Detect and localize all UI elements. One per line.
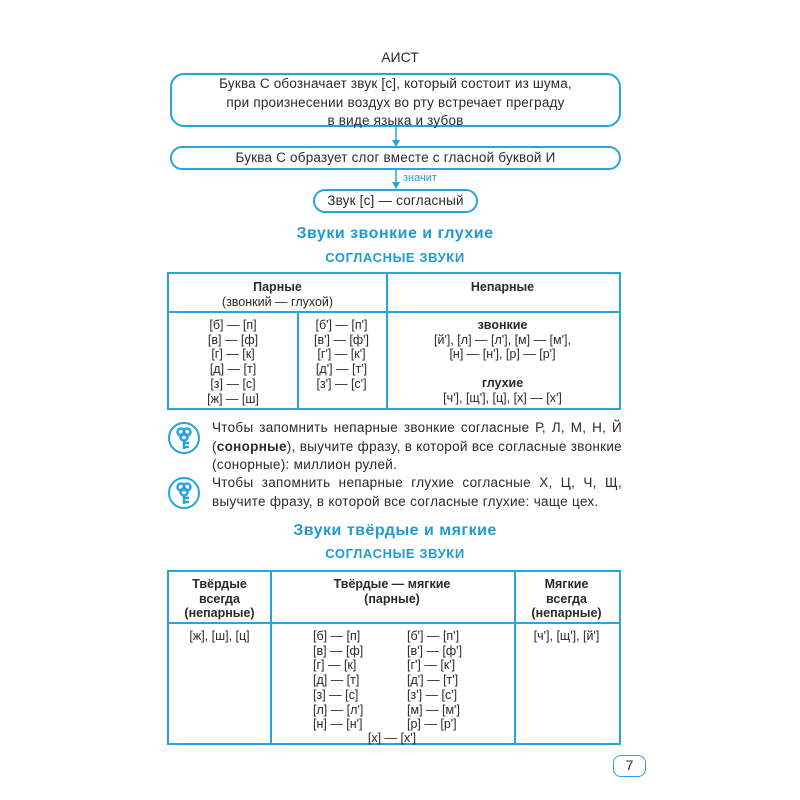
paired-soft-list: [б'] — [п'] [в'] — [ф'] [г'] — [к'] [д'] — [т'] [з'] — [с'] <box>313 318 370 391</box>
header-paired: Парные (звонкий — глухой) <box>221 280 334 309</box>
section-title: Звуки твёрдые и мягкие <box>293 522 497 539</box>
header-paired: Твёрдые — мягкие (парные) <box>333 577 451 606</box>
hard-soft-table <box>167 570 621 745</box>
hard-always-list: [ж], [ш], [ц] <box>189 629 250 643</box>
key-icon <box>168 422 200 454</box>
pairs-last: [х] — [х'] <box>367 731 417 745</box>
section-subtitle: СОГЛАСНЫЕ ЗВУКИ <box>325 546 465 561</box>
text-line: при произнесении воздух во рту встречает преграду <box>226 94 565 110</box>
header-soft-always: Мягкие всегда (непарные) <box>531 577 602 621</box>
paired-hard-list: [б] — [п] [в] — [ф] [г] — [к] [д] — [т] [з] — [с] [ж] — [ш] <box>207 318 259 406</box>
arrow-down-icon <box>390 126 402 148</box>
key-icon <box>168 477 200 509</box>
mnemonic-note: Чтобы запомнить непарные глухие согласные Х, Ц, Ч, Щ, выучите фразу, в которой все согласные глухие: чаще цех. <box>212 475 622 509</box>
page-number: 7 <box>613 755 646 777</box>
pairs-right-list: [б'] — [п'] [в'] — [ф'] [г'] — [к'] [д'] — [т'] [з'] — [с'] [м] — [м'] [р] — [р'] <box>407 629 463 732</box>
text-line: в виде языка и зубов <box>327 113 464 128</box>
arrow-label: значит <box>403 172 437 184</box>
header-unpaired: Непарные <box>470 280 535 294</box>
arrow-down-icon <box>390 169 402 191</box>
unpaired-list: звонкие [й'], [л] — [л'], [м] — [м'], [н] — [н'], [р] — [р'] глухие [ч'], [щ'], [ц], [х] — [х'] <box>434 318 571 405</box>
header-hard-always: Твёрдые всегда (непарные) <box>184 577 255 621</box>
flow-box-1 <box>170 73 621 127</box>
soft-always-list: [ч'], [щ'], [й'] <box>533 629 600 643</box>
voiced-voiceless-table <box>167 272 621 410</box>
mnemonic-note: Чтобы запомнить непарные звонкие согласные Р, Л, М, Н, Й (сонорные), выучите фразу, в которой все согласные звонкие (сонорные): миллион рулей. <box>212 420 622 472</box>
flow-box-3: Звук [с] — согласный <box>313 189 478 213</box>
section-title: Звуки звонкие и глухие <box>296 225 494 242</box>
section-subtitle: СОГЛАСНЫЕ ЗВУКИ <box>325 250 465 265</box>
running-header: АИСТ <box>381 49 419 65</box>
flow-box-2: Буква С образует слог вместе с гласной буквой И <box>170 146 621 170</box>
text-line: Буква С обозначает звук [с], который состоит из шума, <box>219 76 572 91</box>
pairs-left-list: [б] — [п] [в] — [ф] [г] — [к] [д] — [т] [з] — [с] [л] — [л'] [н] — [н'] <box>313 629 364 732</box>
